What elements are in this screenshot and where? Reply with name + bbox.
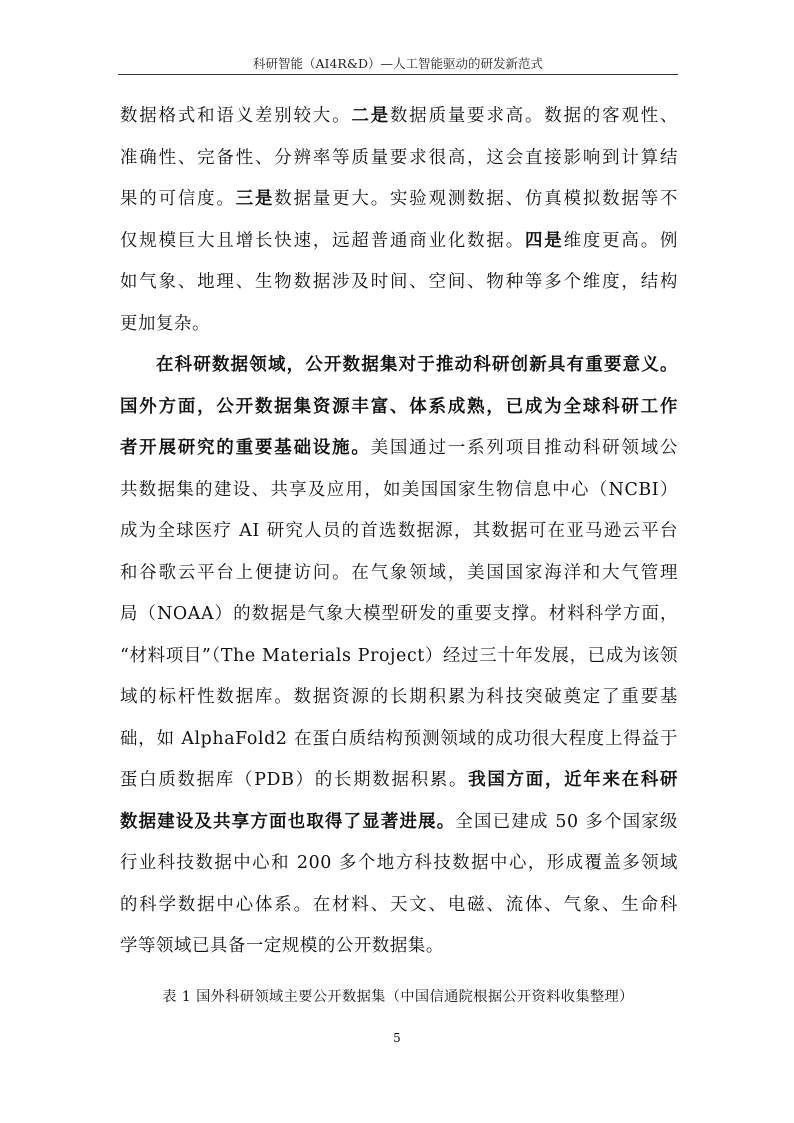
- text-line: [120, 138, 678, 180]
- text-run: 的科学数据中心体系。在材料、天文、电磁、流体、气象、生命科: [120, 894, 678, 915]
- text-line: [120, 636, 678, 678]
- text-run: 维度更高。例: [563, 230, 678, 251]
- text-run: 三是: [235, 189, 275, 209]
- paragraph-data-characteristics: [120, 96, 678, 345]
- text-line: [120, 719, 678, 761]
- text-run: 成为全球医疗 AI 研究人员的首选数据源，其数据可在亚马逊云平台: [120, 521, 678, 541]
- text-run: 我国方面，近年来在科研: [468, 770, 678, 790]
- text-line: [120, 553, 678, 595]
- text-line: [120, 221, 678, 263]
- text-line: [120, 96, 678, 138]
- text-line: [120, 594, 678, 636]
- text-line: [120, 387, 678, 429]
- text-run: 行业科技数据中心和 200 多个地方科技数据中心，形成覆盖多领域: [120, 853, 678, 873]
- text-run: 国外方面，公开数据集资源丰富、体系成熟，已成为全球科研工作: [120, 396, 678, 417]
- page-number: 5: [393, 1031, 401, 1045]
- text-line: [120, 345, 678, 387]
- text-line: [120, 760, 678, 802]
- text-line: [120, 843, 678, 885]
- text-run: 数据量更大。实验观测数据、仿真模拟数据等不: [274, 189, 678, 209]
- text-run: 美国通过一系列项目推动科研领域公: [370, 438, 678, 458]
- text-run: 二是: [351, 106, 391, 126]
- text-line: [120, 511, 678, 553]
- text-run: 学等领域已具备一定规模的公开数据集。: [120, 936, 444, 956]
- text-line: [120, 470, 678, 512]
- text-run: 数据质量要求高。数据的客观性、: [390, 106, 679, 126]
- text-line: [120, 262, 678, 304]
- text-run: 局（NOAA）的数据是气象大模型研发的重要支撑。材料科学方面，: [120, 604, 678, 624]
- text-run: 域的标杆性数据库。数据资源的长期积累为科技突破奠定了重要基: [120, 687, 678, 707]
- text-line: [120, 677, 678, 719]
- text-line: [120, 802, 678, 844]
- header-rule: [118, 74, 678, 75]
- text-line: [120, 428, 678, 470]
- text-run: 如气象、地理、生物数据涉及时间、空间、物种等多个维度，结构: [120, 272, 678, 292]
- text-run: 蛋白质数据库（PDB）的长期数据积累。: [120, 770, 469, 790]
- text-line: [120, 179, 678, 221]
- text-run: 和谷歌云平台上便捷访问。在气象领域，美国国家海洋和大气管理: [120, 562, 678, 583]
- table-caption: 表 1 国外科研领域主要公开数据集（中国信通院根据公开资料收集整理）: [162, 989, 634, 1005]
- text-run: 更加复杂。: [120, 313, 210, 334]
- running-header: 科研智能（AI4R&D）—人工智能驱动的研发新范式: [253, 56, 543, 71]
- text-run: “材料项目”（The Materials Project）经过三十年发展，已成为该领: [120, 645, 678, 666]
- text-run: 在科研数据领域，公开数据集对于推动科研创新具有重要意义。: [156, 355, 678, 375]
- paragraph-public-datasets: [120, 345, 678, 968]
- text-run: 四是: [525, 230, 564, 251]
- text-line: [120, 304, 678, 346]
- text-run: 者开展研究的重要基础设施。: [120, 438, 371, 458]
- text-run: 础，如 AlphaFold2 在蛋白质结构预测领域的成功很大程度上得益于: [120, 728, 678, 749]
- text-run: 数据建设及共享方面也取得了显著进展。: [120, 811, 456, 832]
- text-line: [120, 926, 678, 968]
- text-run: 准确性、完备性、分辨率等质量要求很高，这会直接影响到计算结: [120, 147, 678, 168]
- text-run: 数据格式和语义差别较大。: [120, 106, 352, 126]
- text-line: [120, 885, 678, 927]
- text-run: 共数据集的建设、共享及应用，如美国国家生物信息中心（NCBI）: [120, 479, 678, 500]
- body-text: [120, 96, 678, 968]
- text-run: 果的可信度。: [120, 189, 236, 209]
- text-run: 全国已建成 50 多个国家级: [455, 811, 678, 832]
- text-run: 仅规模巨大且增长快速，远超普通商业化数据。: [120, 230, 525, 251]
